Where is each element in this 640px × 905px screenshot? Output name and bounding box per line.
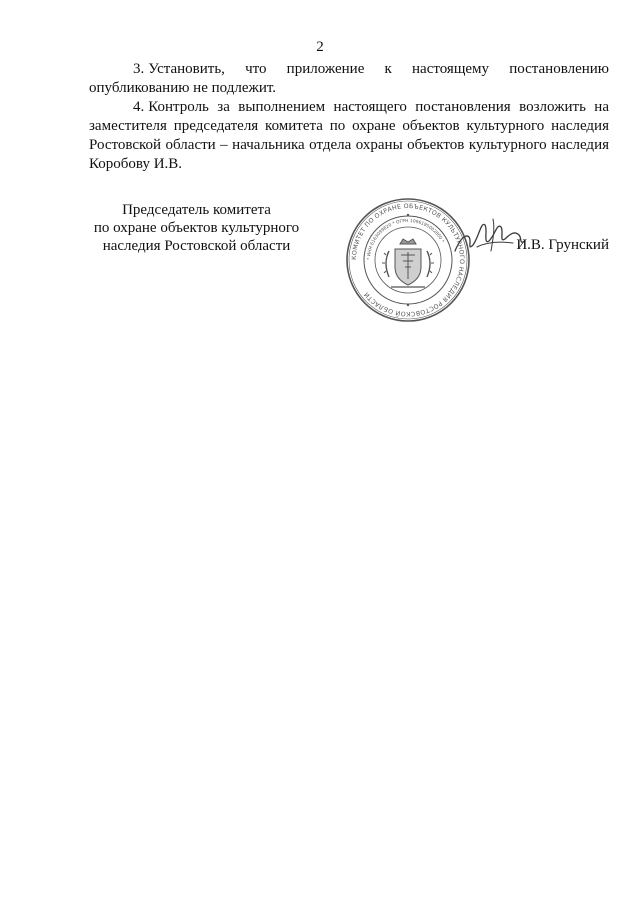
page-number: 2 (316, 39, 324, 55)
paragraph-4 (89, 98, 609, 174)
signature-block (89, 197, 609, 327)
paragraph-text: Контроль за выполнением настоящего постановления возложить на заместителя председателя комитета по охране объектов культурного наследия Ростовской области – начальника отдела охраны объектов культурного наследия Коробову И.В. (89, 99, 609, 172)
paragraph-number: 4. (133, 99, 145, 115)
paragraph-number: 3. (133, 61, 145, 77)
seal-outer-text: КОМИТЕТ ПО ОХРАНЕ ОБЪЕКТОВ КУЛЬТУРНОГО НАСЛЕДИЯ РОСТОВСКОЙ ОБЛАСТИ (350, 202, 466, 318)
signatory-position (89, 201, 304, 255)
paragraph-3 (89, 60, 609, 98)
position-line: по охране объектов культурного (93, 220, 300, 236)
signer-name: И.В. Грунский (516, 237, 609, 253)
document-body (89, 60, 609, 174)
coat-of-arms-icon (382, 239, 434, 287)
position-line: Председатель комитета (122, 202, 271, 218)
paragraph-text: Установить, что приложение к настоящему постановлению опубликованию не подлежит. (89, 61, 609, 96)
position-line: наследия Ростовской области (102, 238, 291, 254)
seal-inner-text: * ИНН 6163099820 * ОГРН 1096195002800 * (366, 218, 445, 261)
